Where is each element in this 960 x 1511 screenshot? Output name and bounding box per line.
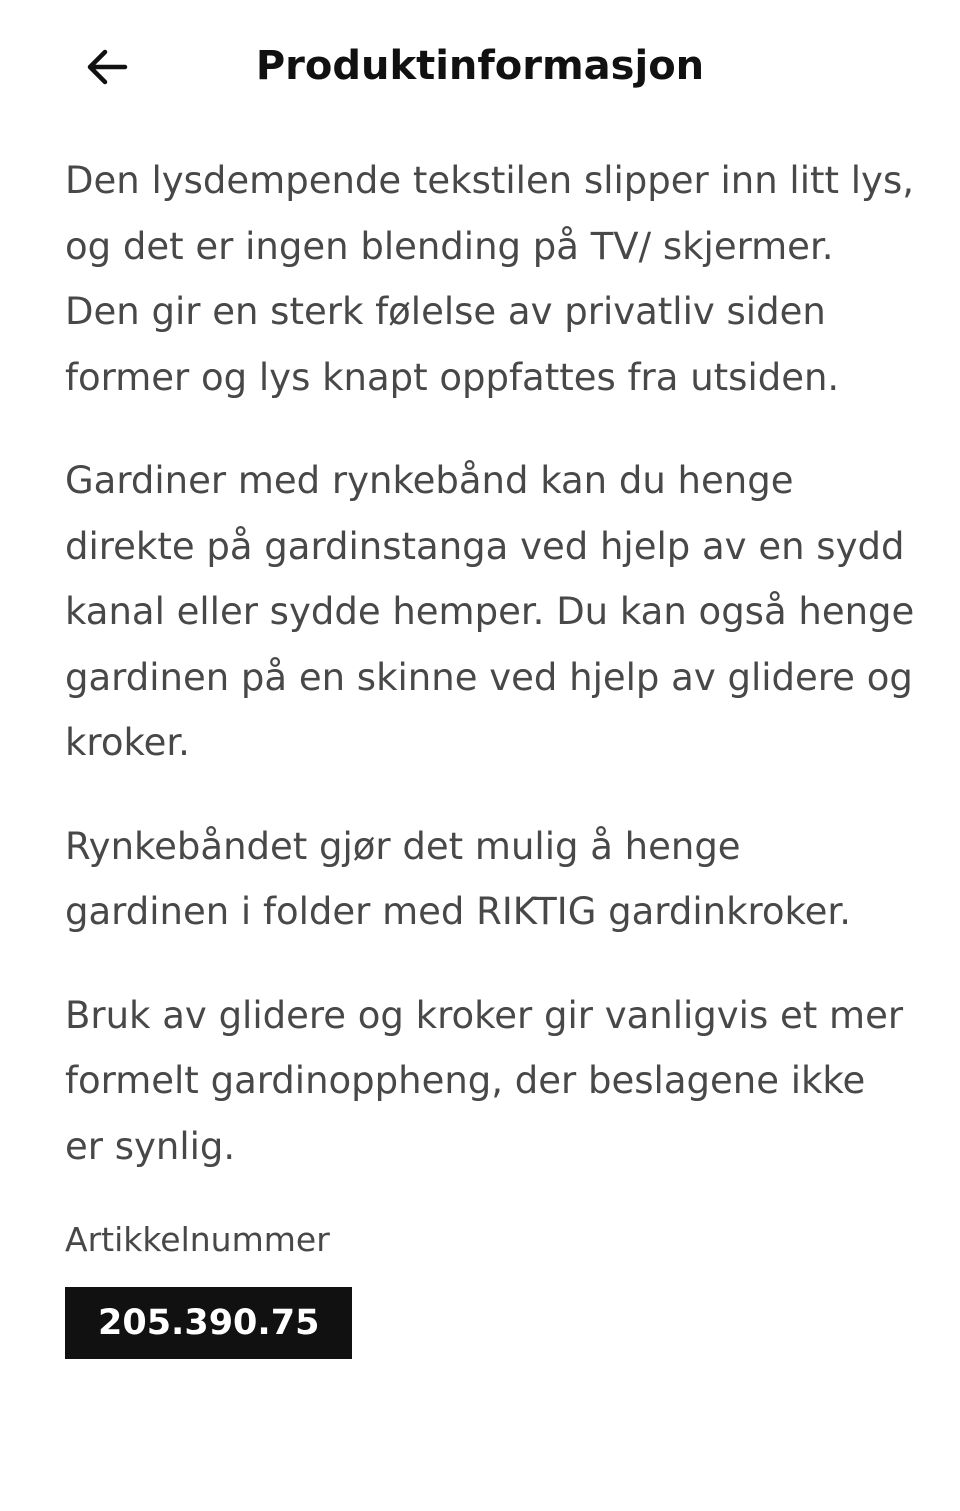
article-number-badge: 205.390.75 [65,1287,352,1359]
description-paragraph-1: Den lysdempende tekstilen slipper inn litt lys, og det er ingen blending på TV/ skjermer. Den gir en sterk følelse av privatliv siden former og lys knapt oppfattes fra utsiden. [65,159,914,399]
header-bar [0,0,960,132]
description-paragraph-4: Bruk av glidere og kroker gir vanligvis et mer formelt gardinoppheng, der beslagene ikke er synlig. [65,993,904,1168]
description-paragraph-3: Rynkebåndet gjør det mulig å henge gardinen i folder med RIKTIG gardinkroker. [65,824,851,933]
page-title: Produktinformasjon [255,43,705,89]
product-info-content [65,148,915,1359]
description-paragraph-2: Gardiner med rynkebånd kan du henge direkte på gardinstanga ved hjelp av en sydd kanal eller sydde hemper. Du kan også henge gardinen på en skinne ved hjelp av glidere og kroker. [65,459,915,764]
article-number-label: Artikkelnummer [65,1220,330,1259]
